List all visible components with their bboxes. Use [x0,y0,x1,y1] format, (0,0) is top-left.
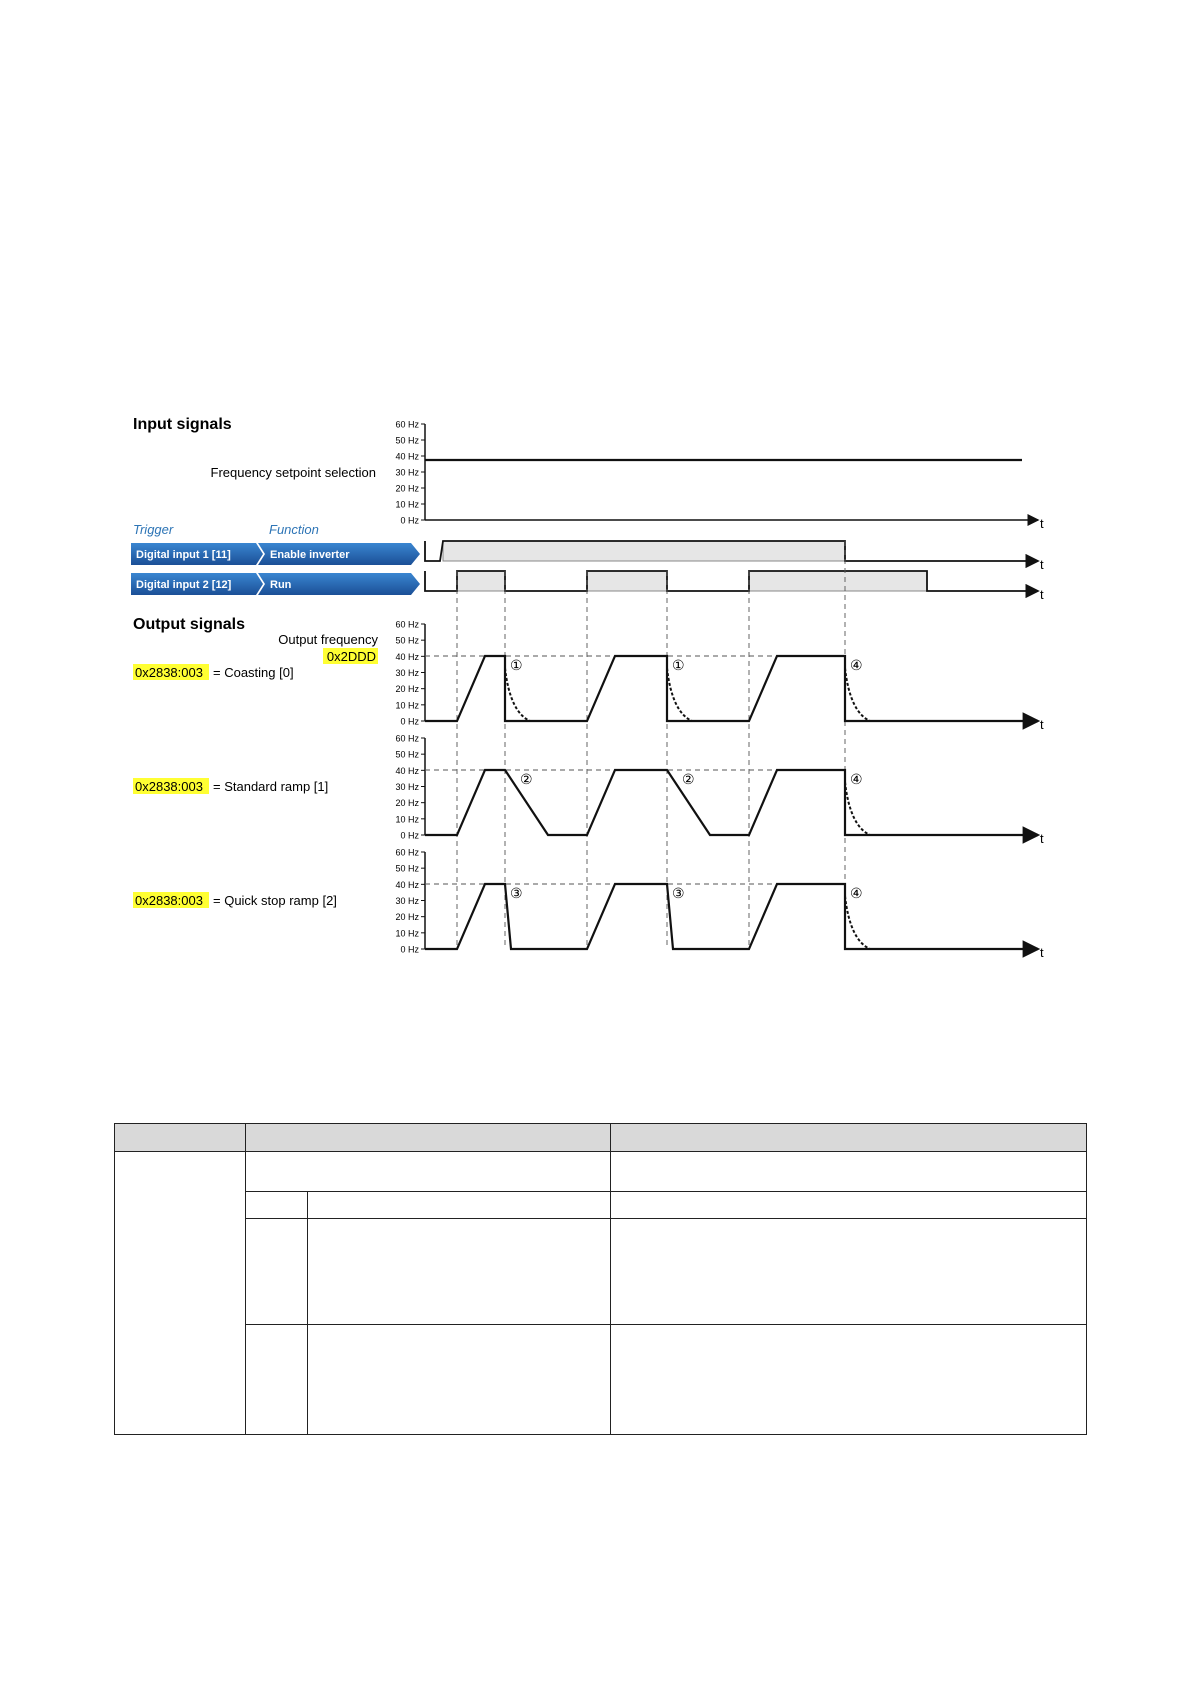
run-trace [425,571,1038,591]
t-label-run: t [1040,587,1044,602]
table-row [115,1192,1087,1219]
coast-decay-curve [845,896,870,949]
axis-tick-label: 10 Hz [395,928,419,939]
output-frequency-axis [395,848,425,955]
marker-2: ② [682,771,695,787]
axis-tick-label: 50 Hz [395,635,419,646]
axis-tick-label: 30 Hz [395,668,419,678]
trigger-label-1: Digital input 1 [11] [136,549,231,561]
run-pulse-1 [457,571,505,591]
coast-decay-curves [505,668,870,721]
table-header-cell [611,1124,1087,1152]
axis-tick-label: 50 Hz [395,863,419,874]
axis-tick-label: 0 Hz [400,515,419,526]
axis-tick-label: 30 Hz [395,896,419,906]
axis-tick-label: 10 Hz [395,499,419,510]
table-cell [308,1219,611,1325]
t-label: t [1040,717,1044,732]
axis-tick-label: 60 Hz [395,419,419,430]
output-trace [425,770,1038,835]
marker-1: ② [520,771,533,787]
t-label: t [1040,945,1044,960]
trigger-label-2: Digital input 2 [12] [136,579,232,591]
run-signal [425,571,1044,602]
t-label: t [1040,516,1044,531]
axis-tick-label: 20 Hz [395,684,419,695]
axis-tick-label: 50 Hz [395,435,419,446]
table-header-row [115,1124,1087,1152]
enable-pulse [443,541,845,561]
table-header-cell [115,1124,246,1152]
table-cell [246,1325,308,1435]
channel-1-band [131,543,420,565]
axis-tick-label: 10 Hz [395,700,419,711]
mode-coasting [133,620,1044,733]
axis-tick-label: 40 Hz [395,651,419,662]
axis-tick-label: 40 Hz [395,879,419,890]
axis-tick-label: 60 Hz [395,733,419,744]
mode-standard-ramp [133,734,1044,847]
marker-1: ③ [510,885,523,901]
axis-tick-label: 30 Hz [395,467,419,478]
marker-3: ④ [850,657,863,673]
axis-tick-label: 0 Hz [400,830,419,841]
table-cell [246,1152,611,1192]
axis-tick-label: 60 Hz [395,847,419,858]
marker-2: ③ [672,885,685,901]
table-cell [115,1152,246,1435]
coast-decay-curve [845,782,870,835]
function-label-2: Run [270,579,292,591]
axis-tick-label: 20 Hz [395,912,419,923]
parameter-table [114,1123,1087,1435]
axis-tick-label: 20 Hz [395,798,419,809]
axis-tick-label: 40 Hz [395,765,419,776]
marker-3: ④ [850,885,863,901]
axis-tick-label: 20 Hz [395,483,419,494]
output-frequency-axis [395,620,425,727]
table-row [115,1219,1087,1325]
input-signals-title: Input signals [133,416,232,433]
output-frequency-label: Output frequency [278,632,378,647]
function-header: Function [269,522,319,537]
t-label: t [1040,831,1044,846]
mode-param: 0x2838:003 [135,893,203,908]
table-cell [611,1219,1087,1325]
table-row [115,1152,1087,1192]
mode-text: = Coasting [0] [213,665,294,680]
table-cell [611,1325,1087,1435]
mode-param: 0x2838:003 [135,665,203,680]
trigger-header: Trigger [133,522,174,537]
marker-3: ④ [850,771,863,787]
axis-tick-label: 60 Hz [395,619,419,630]
setpoint-frequency-axis [395,420,1044,532]
channel-2-band [131,573,420,595]
axis-tick-label: 30 Hz [395,782,419,792]
mode-text: = Standard ramp [1] [213,779,329,794]
mode-text: = Quick stop ramp [2] [213,893,337,908]
axis-tick-label: 40 Hz [395,451,419,462]
table-cell [308,1192,611,1219]
marker-1: ① [510,657,523,673]
table-row [115,1325,1087,1435]
t-label-enable: t [1040,557,1044,572]
mode-param: 0x2838:003 [135,779,203,794]
table-header-cell [246,1124,611,1152]
function-label-1: Enable inverter [270,549,350,561]
axis-tick-label: 50 Hz [395,749,419,760]
table-cell [246,1192,308,1219]
axis-tick-label: 0 Hz [400,944,419,955]
table-cell [308,1325,611,1435]
output-frequency-param: 0x2DDD [326,649,376,664]
output-frequency-axis [395,734,425,841]
enable-inverter-signal [425,541,1044,572]
marker-2: ① [672,657,685,673]
run-pulse-3 [749,571,927,591]
table-cell [611,1192,1087,1219]
table-cell [611,1152,1087,1192]
mode-quick-stop-ramp [133,848,1044,961]
run-pulse-2 [587,571,667,591]
axis-tick-label: 10 Hz [395,814,419,825]
setpoint-label: Frequency setpoint selection [210,465,376,480]
axis-tick-label: 0 Hz [400,716,419,727]
output-signals-title: Output signals [133,616,245,633]
table-cell [246,1219,308,1325]
